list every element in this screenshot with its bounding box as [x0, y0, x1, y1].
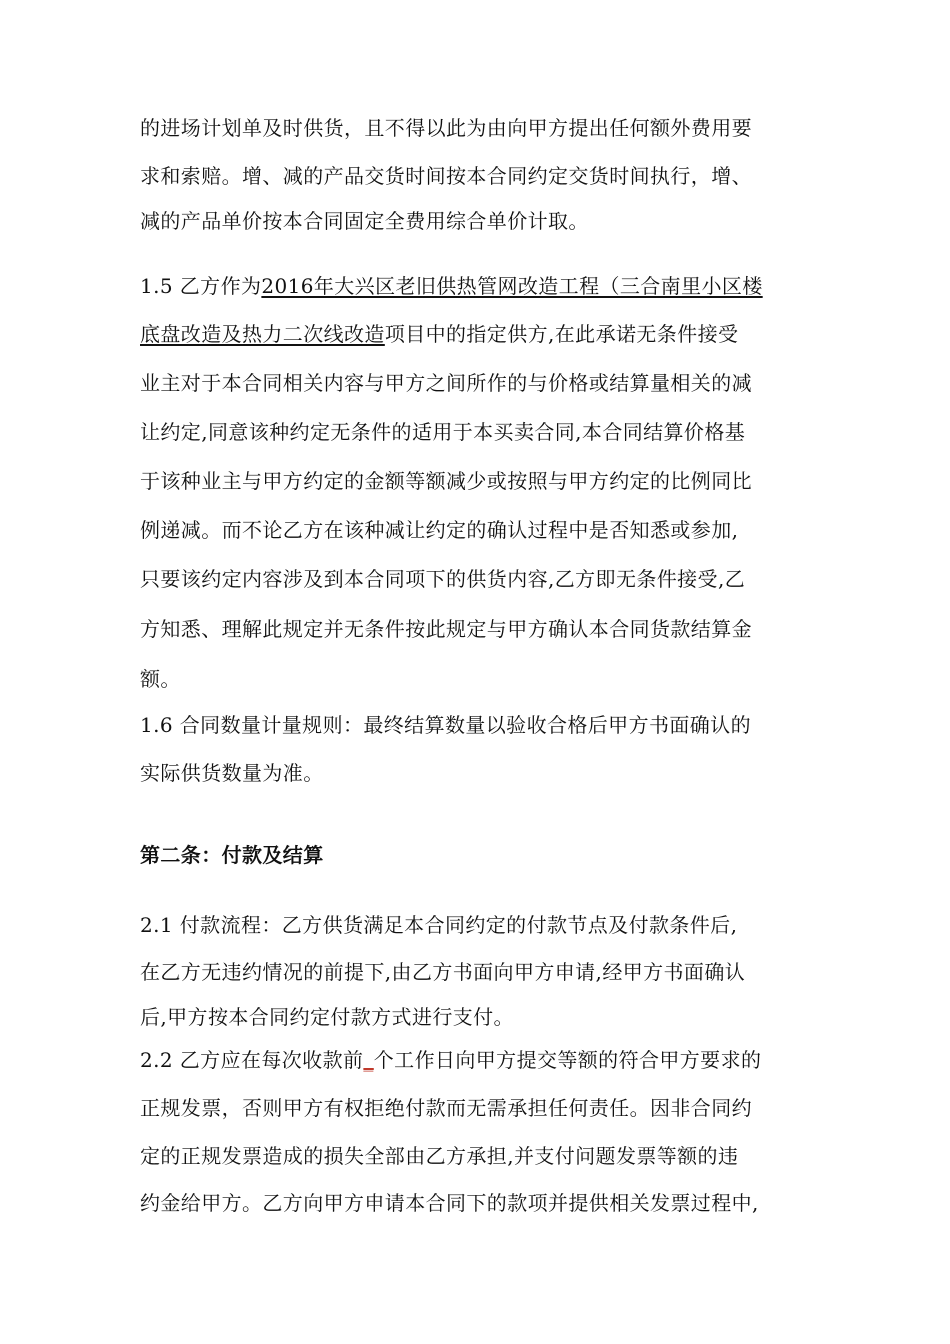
para-1-5-line-8: 方知悉、理解此规定并无条件按此规定与甲方确认本合同货款结算金: [140, 617, 752, 641]
para-1-5-line-5: 于该种业主与甲方约定的金额等额减少或按照与甲方约定的比例同比: [140, 469, 752, 493]
para-2-2-line-4: 约金给甲方。乙方向甲方申请本合同下的款项并提供相关发票过程中,: [140, 1191, 759, 1215]
para-1-5-line-6: 例递减。而不论乙方在该种减让约定的确认过程中是否知悉或参加,: [140, 518, 739, 542]
clause-text: 2.2 乙方应在每次收款前: [140, 1048, 364, 1072]
para-1-6-line-2: 实际供货数量为准。: [140, 761, 324, 785]
project-name: 底盘改造及热力二次线改造: [140, 322, 385, 346]
para-2-2-line-1: [140, 1046, 761, 1074]
para-2-1-line-1: 2.1 付款流程：乙方供货满足本合同约定的付款节点及付款条件后,: [140, 913, 738, 937]
para-1-5-line-7: 只要该约定内容涉及到本合同项下的供货内容,乙方即无条件接受,乙: [140, 567, 746, 591]
clause-text: 项目中的指定供方,在此承诺无条件接受: [384, 322, 739, 346]
blank-field: _: [363, 1048, 374, 1072]
para-2-1-line-3: 后,甲方按本合同约定付款方式进行支付。: [140, 1005, 514, 1029]
para-2-1-line-2: 在乙方无违约情况的前提下,由乙方书面向甲方申请,经甲方书面确认: [140, 960, 746, 984]
para-1-5-line-9: 额。: [140, 667, 181, 691]
para-2-2-line-3: 定的正规发票造成的损失全部由乙方承担,并支付问题发票等额的违: [140, 1144, 739, 1168]
para-1-5-line-3: 业主对于本合同相关内容与甲方之间所作的与价格或结算量相关的减: [140, 371, 752, 395]
para-1-4-line-3: 减的产品单价按本合同固定全费用综合单价计取。: [140, 209, 589, 233]
article-2-heading: 第二条：付款及结算: [140, 843, 324, 867]
para-1-4-line-1: 的进场计划单及时供货，且不得以此为由向甲方提出任何额外费用要: [140, 116, 752, 140]
para-1-5-line-1: [140, 272, 763, 300]
clause-text: 个工作日向甲方提交等额的符合甲方要求的: [373, 1048, 762, 1072]
para-1-4-line-2: 求和索赔。增、减的产品交货时间按本合同约定交货时间执行，增、: [140, 164, 752, 188]
clause-text: 1.5 乙方作为: [140, 274, 262, 298]
para-2-2-line-2: 正规发票，否则甲方有权拒绝付款而无需承担任何责任。因非合同约: [140, 1096, 752, 1120]
project-name: 2016年大兴区老旧供热管网改造工程（三合南里小区楼: [261, 274, 763, 298]
para-1-5-line-2: [140, 320, 738, 348]
para-1-6-line-1: 1.6 合同数量计量规则：最终结算数量以验收合格后甲方书面确认的: [140, 713, 751, 737]
para-1-5-line-4: 让约定,同意该种约定无条件的适用于本买卖合同,本合同结算价格基: [140, 420, 746, 444]
